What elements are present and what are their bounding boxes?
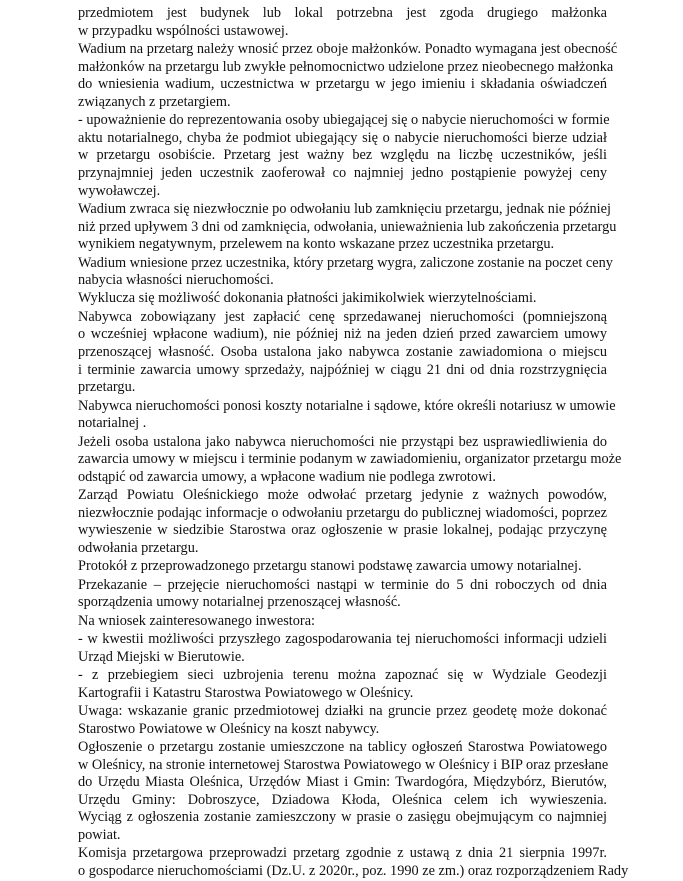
text-line: Na wniosek zainteresowanego inwestora:	[78, 612, 316, 629]
text-line: Jeżeli osoba ustalona jako nabywca nieruchomości nie przystąpi bez usprawiedliwienia do	[78, 433, 607, 450]
text-line: Starostwo Powiatowe w Oleśnicy na koszt nabywcy.	[78, 720, 380, 737]
text-line: Wadium na przetarg należy wnosić przez oboje małżonków. Ponadto wymagana jest obecność	[78, 40, 618, 57]
text-line: w Oleśnicy, na stronie internetowej Starostwa Powiatowego w Oleśnicy i BIP oraz przesłane	[78, 756, 609, 773]
text-line: przedmiotem jest budynek lub lokal potrzebna jest zgoda drugiego małżonka	[78, 5, 607, 21]
text-line: wywieszenie w siedzibie Starostwa oraz ogłoszenie w prasie lokalnej, podając przyczynę	[78, 522, 607, 539]
paragraph	[78, 5, 607, 40]
text-line: Wyklucza się możliwość dokonania płatności jakimikolwiek wierzytelnościami.	[78, 290, 537, 307]
paragraph	[78, 667, 607, 702]
text-line: niż przed upływem 3 dni od zamknięcia, odwołania, unieważnienia lub zakończenia przetargu	[78, 218, 617, 235]
text-line: nabycia własności nieruchomości.	[78, 272, 274, 289]
paragraph	[78, 739, 607, 845]
paragraph	[78, 631, 607, 666]
text-line: sporządzenia umowy notarialnej przenoszącej własność.	[78, 594, 401, 611]
text-line: niezwłocznie podając informacje o odwołaniu przetargu do publicznej wiadomości, poprzez	[78, 504, 607, 521]
text-line: w przetargu osobiście. Przetarg jest ważny bez względu na liczbę uczestników, jeśli	[78, 147, 607, 164]
paragraph	[78, 845, 629, 880]
text-line: aktu notarialnego, chyba że podmiot ubiegający się o nabycie nieruchomości bierze udział	[78, 129, 607, 146]
text-line: notarialnej .	[78, 415, 147, 432]
text-line: - w kwestii możliwości przyszłego zagospodarowania tej nieruchomości informacji udzieli	[78, 631, 607, 648]
paragraph	[78, 433, 622, 487]
text-line: małżonków na przetargu lub zwykłe pełnomocnictwo udzielone przez nieobecnego małżonka	[78, 58, 614, 75]
text-line: Urzędu Gminy: Dobroszyce, Dziadowa Kłoda, Oleśnica celem ich wywieszenia.	[78, 791, 607, 808]
text-line: Ogłoszenie o przetargu zostanie umieszczone na tablicy ogłoszeń Starostwa Powiatowego	[78, 739, 607, 756]
text-line: wynikiem negatywnym, przelewem na konto wskazane przez uczestnika przetargu.	[78, 236, 555, 253]
text-line: Przekazanie – przejęcie nieruchomości nastąpi w terminie do 5 dni roboczych od dnia	[78, 576, 607, 593]
text-line: odwołania przetargu.	[78, 539, 199, 556]
text-line: o wcześniej wpłacone wadium), nie później niż na jeden dzień przed zawarciem umowy	[78, 326, 607, 343]
text-line: odstąpić od zawarcia umowy, a wpłacone wadium nie podlega zwrotowi.	[78, 468, 496, 485]
paragraph	[78, 703, 607, 738]
text-line: Nabywca zobowiązany jest zapłacić cenę sprzedawanej nieruchomości (pomniejszoną	[78, 308, 607, 325]
paragraph	[78, 112, 610, 200]
text-line: związanych z przetargiem.	[78, 93, 231, 110]
text-line: powiat.	[78, 827, 121, 844]
text-line: Wadium wniesione przez uczestnika, który przetarg wygra, zaliczone zostanie na poczet ceny	[78, 254, 613, 271]
text-line: Urząd Miejski w Bierutowie.	[78, 648, 245, 665]
document-page	[78, 5, 629, 881]
text-line: - upoważnienie do reprezentowania osoby ubiegającej się o nabycie nieruchomości w formie	[78, 112, 610, 129]
text-line: o gospodarce nieruchomościami (Dz.U. z 2020r., poz. 1990 ze zm.) oraz rozporządzeniem Rady	[78, 863, 629, 880]
text-line: przenoszącej własność. Osoba ustalona jako nabywca zostanie zawiadomiona o miejscu	[78, 344, 607, 361]
text-line: Zarząd Powiatu Oleśnickiego może odwołać przetarg jedynie z ważnych powodów,	[78, 487, 607, 504]
paragraph	[78, 309, 607, 397]
text-line: przetargu.	[78, 379, 136, 396]
text-line: w przypadku wspólności ustawowej.	[78, 22, 289, 39]
paragraph	[78, 558, 607, 576]
text-line: wywoławczej.	[78, 182, 161, 199]
text-line: Wyciąg z ogłoszenia zostanie zamieszczony w prasie o zasięgu obejmującym co najmniej	[78, 809, 607, 826]
text-line: Protokół z przeprowadzonego przetargu stanowi podstawę zawarcia umowy notarialnej.	[78, 558, 582, 575]
text-line: i terminie zawarcia umowy sprzedaży, najpóźniej w ciągu 21 dni od dnia rozstrzygnięcia	[78, 361, 607, 378]
document-body	[78, 5, 629, 881]
paragraph	[78, 613, 607, 631]
text-line: - z przebiegiem sieci uzbrojenia terenu można zapoznać się w Wydziale Geodezji	[78, 667, 607, 684]
paragraph	[78, 577, 607, 612]
text-line: do wniesienia wadium, uczestnictwa w przetargu w jego imieniu i składania oświadczeń	[78, 76, 607, 93]
text-line: Uwaga: wskazanie granic przedmiotowej działki na gruncie przez geodetę może dokonać	[78, 703, 607, 720]
text-line: przynajmniej jeden uczestnik zaoferował co najmniej jedno postąpienie powyżej ceny	[78, 164, 607, 181]
text-line: Kartografii i Katastru Starostwa Powiatowego w Oleśnicy.	[78, 684, 414, 701]
paragraph	[78, 200, 617, 254]
text-line: Wadium zwraca się niezwłocznie po odwołaniu lub zamknięciu przetargu, jednak nie później	[78, 200, 611, 217]
paragraph	[78, 290, 607, 308]
text-line: Komisja przetargowa przeprowadzi przetarg zgodnie z ustawą z dnia 21 sierpnia 1997r.	[78, 845, 607, 862]
text-line: zawarcia umowy w miejscu i terminie podanym w zawiadomieniu, organizator przetargu może	[78, 451, 622, 468]
text-line: Nabywca nieruchomości ponosi koszty notarialne i sądowe, które określi notariusz w umowie	[78, 397, 616, 414]
paragraph	[78, 397, 616, 433]
paragraph	[78, 254, 613, 290]
paragraph	[78, 40, 618, 111]
paragraph	[78, 487, 607, 557]
text-line: do Urzędu Miasta Oleśnica, Urzędów Miast i Gmin: Twardogóra, Międzybórz, Bierutów,	[78, 774, 607, 791]
